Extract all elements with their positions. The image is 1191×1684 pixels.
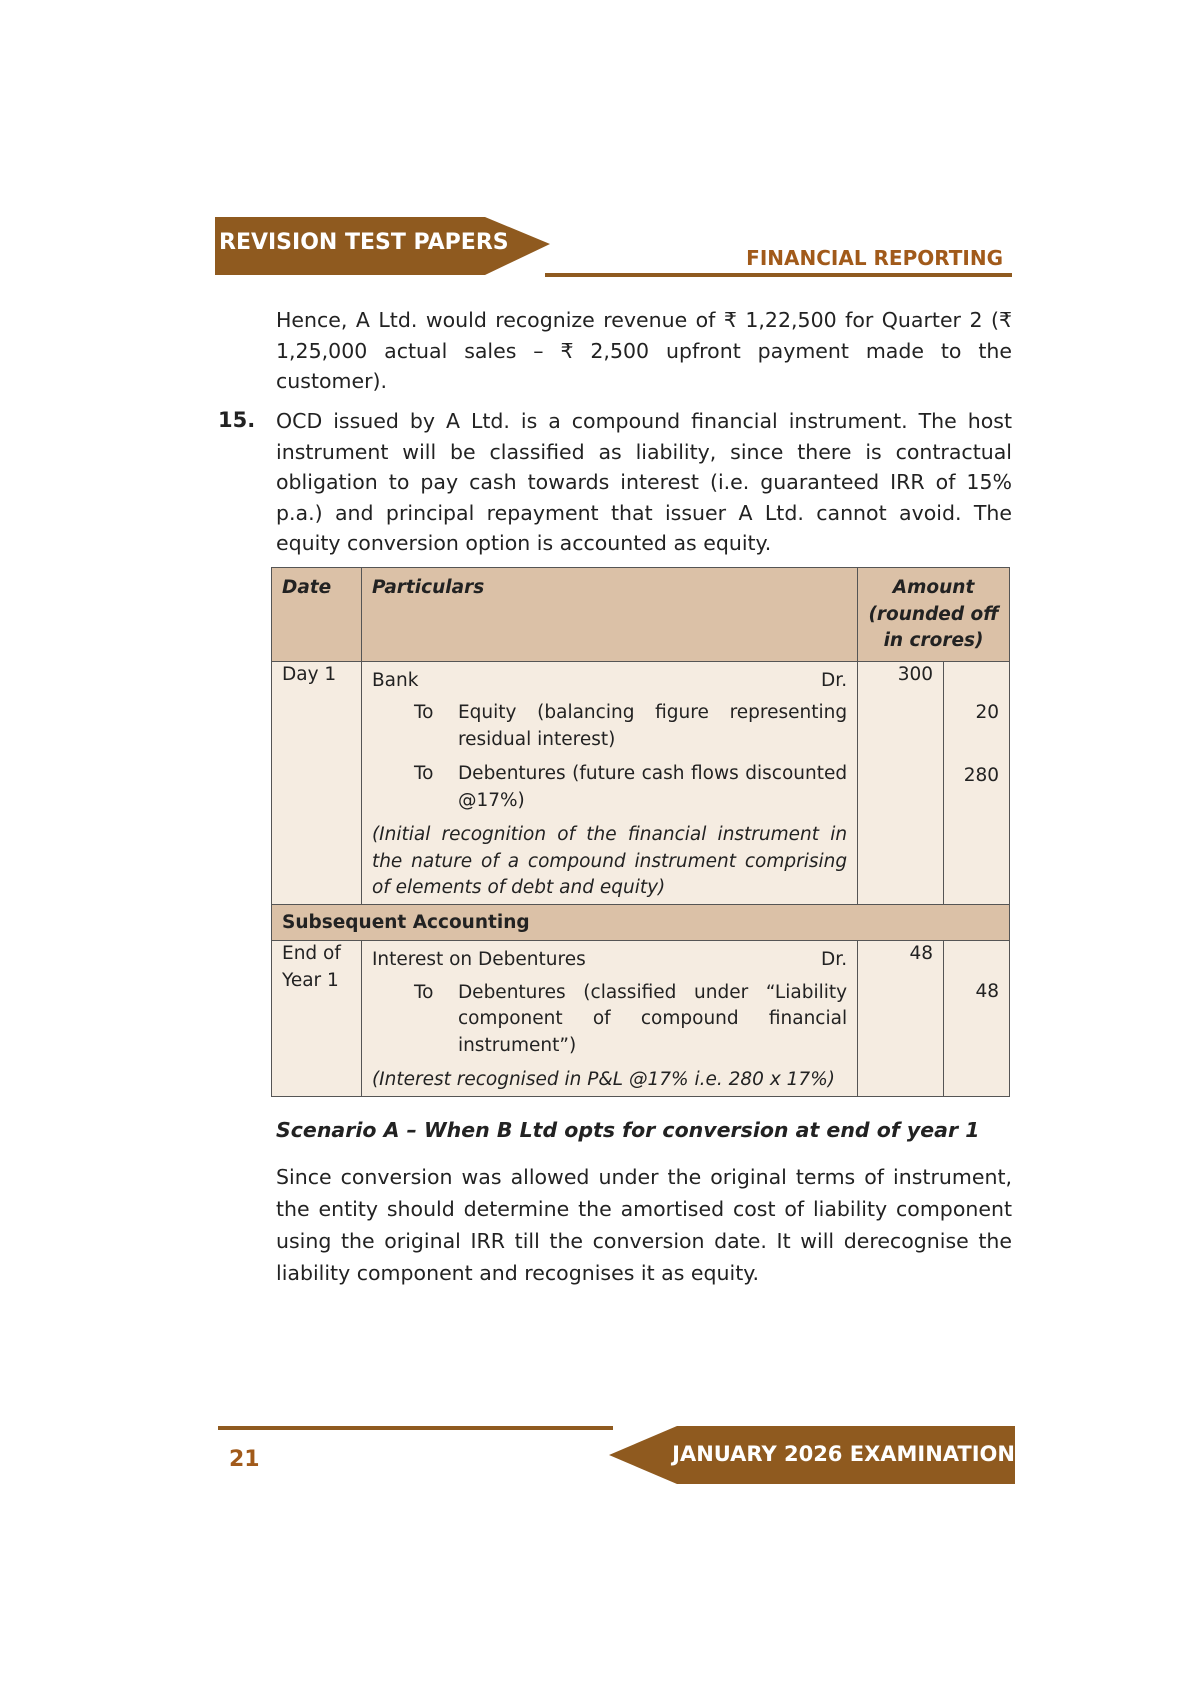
- entry1-debit-amount: 300: [858, 661, 944, 904]
- header-rule: [545, 273, 1012, 277]
- intro-paragraph: Hence, A Ltd. would recognize revenue of ₹ 1,22,500 for Quarter 2 (₹ 1,25,000 actual sales – ₹ 2,500 upfront payment made to the customer).: [276, 308, 1012, 393]
- entry1-particulars: [361, 661, 857, 904]
- entry2-credit1-account: Debentures (classified under “Liability component of compound financial instrument”): [457, 981, 848, 1056]
- entry2-date: End of Year 1: [272, 941, 362, 1097]
- header-banner-title: REVISION TEST PAPERS: [219, 230, 509, 255]
- entry1-credit1-account: Equity (balancing figure representing residual interest): [457, 702, 848, 750]
- entry2-narration: (Interest recognised in P&L @17% i.e. 280 x 17%): [371, 1069, 835, 1090]
- entry2-credit-line-1: To Debentures (classified under “Liability component of compound financial instrument”): [413, 981, 848, 1056]
- page-number: 21: [229, 1447, 260, 1472]
- footer-exam-title: JANUARY 2026 EXAMINATION: [672, 1442, 1015, 1466]
- section-title: Subsequent Accounting: [272, 904, 1010, 941]
- entry1-dr-label: Dr.: [821, 669, 848, 691]
- entry2-particulars: [361, 941, 857, 1097]
- entry1-narration: (Initial recognition of the financial instrument in the nature of a compound instrument comprising of elements of debt and equity): [371, 824, 848, 898]
- entry2-debit-amount: 48: [858, 941, 944, 1097]
- scenario-heading: Scenario A – When B Ltd opts for conversion at end of year 1: [276, 1118, 980, 1142]
- table-section-row: [272, 904, 1010, 941]
- header-amount: Amount (rounded off in crores): [858, 568, 1010, 662]
- question-number: 15.: [218, 408, 256, 432]
- header-date: Date: [272, 568, 362, 662]
- header-particulars: Particulars: [361, 568, 857, 662]
- entry2-dr-label: Dr.: [821, 949, 848, 970]
- entry1-credit2-amount: 280: [963, 765, 999, 786]
- header-subject: FINANCIAL REPORTING: [746, 246, 1003, 270]
- footer-rule: [218, 1426, 613, 1430]
- entry2-debit-account: Interest on Debentures: [371, 949, 586, 970]
- entry1-credit-line-1: To Equity (balancing figure representing residual interest): [413, 702, 848, 750]
- entry1-credit2-account: Debentures (future cash flows discounted @17%): [457, 763, 848, 811]
- entry2-credit1-amount: 48: [975, 981, 999, 1002]
- table-header-row: [272, 568, 1010, 662]
- journal-entry-table: [271, 567, 1010, 1097]
- table-row-entry-2: [272, 941, 1010, 1097]
- entry1-credit-line-2: To Debentures (future cash flows discounted @17%): [413, 763, 848, 811]
- entry1-credit-amounts: [944, 661, 1010, 904]
- entry2-credit-amounts: [944, 941, 1010, 1097]
- scenario-paragraph: Since conversion was allowed under the original terms of instrument, the entity should determine the amortised cost of liability component using the original IRR till the conversion date. It will derecognise the liability component and recognises it as equity.: [276, 1165, 1012, 1285]
- entry1-debit-account: Bank: [371, 669, 419, 691]
- entry1-date: Day 1: [272, 661, 362, 904]
- entry1-credit1-amount: 20: [975, 701, 999, 723]
- question-text: OCD issued by A Ltd. is a compound financial instrument. The host instrument will be classified as liability, since there is contractual obligation to pay cash towards interest (i.e. guaranteed IRR of 15% p.a.) and principal repayment that issuer A Ltd. cannot avoid. The equity conversion option is accounted as equity.: [276, 409, 1012, 555]
- table-row-entry-1: [272, 661, 1010, 904]
